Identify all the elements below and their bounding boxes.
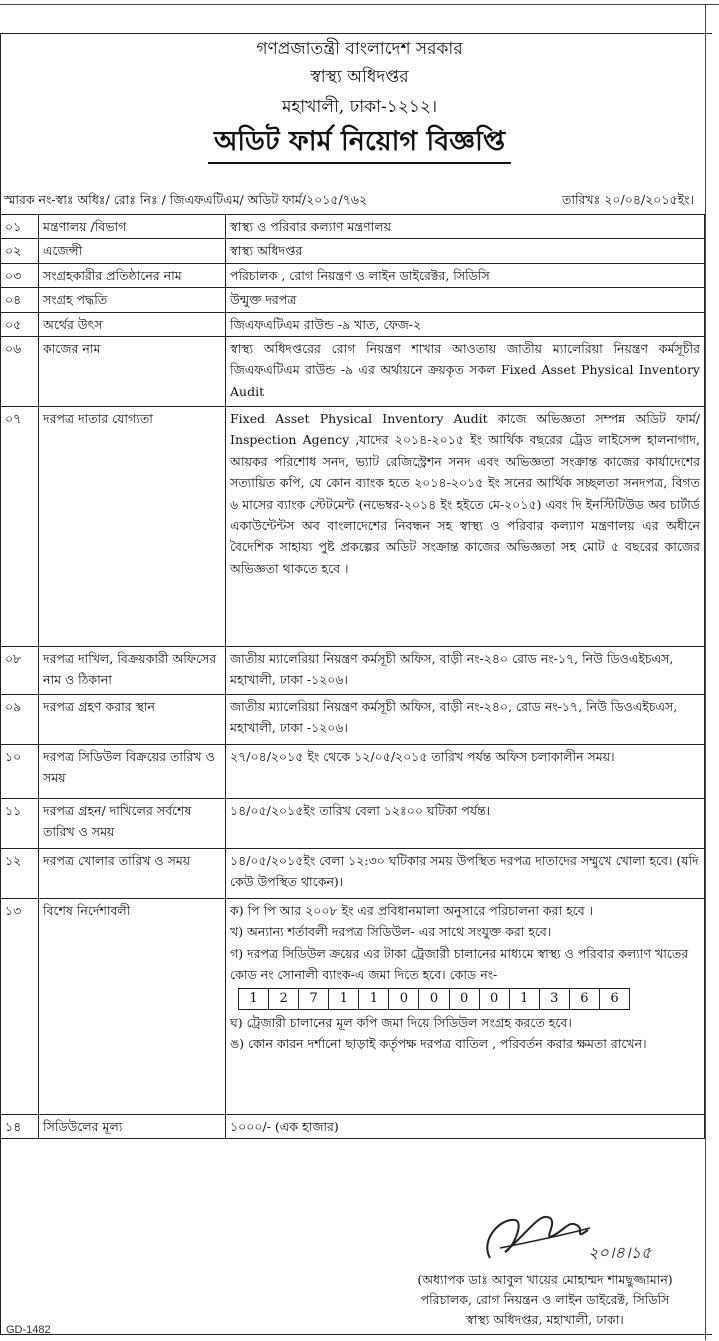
memo-date: তারিখঃ ২০/০৪/২০১৫ইং। xyxy=(561,192,694,207)
row-number: ১৪ xyxy=(1,1115,39,1139)
row-label: সংগ্রহকারীর প্রতিষ্ঠানের নাম xyxy=(39,263,226,287)
special-instructions xyxy=(226,899,705,1115)
instruction-c: গ) দরপত্র সিডিউল ক্রয়ের এর টাকা ট্রেজারী চালানের মাধ্যমে স্বাস্থ্য ও পরিবার কল্যাণ খাতের কোড নং সোনালী ব্যাংক-এ জমা দিতে হবে। কোড নং- xyxy=(230,945,689,983)
notice-header xyxy=(0,36,719,164)
row-number: ১২ xyxy=(1,849,39,899)
row-number: ১০ xyxy=(1,745,39,799)
instruction-d: ঘ) ট্রেজারী চালানের মূল কপি জমা দিয়ে সিডিউল সংগ্রহ করতে হবে। xyxy=(230,1014,572,1030)
notice-table xyxy=(0,214,705,1139)
table-row xyxy=(1,695,705,745)
instruction-a: ক) পি পি আর ২০০৮ ইং এর প্রবিধানমালা অনুসারে পরিচালনা করা হবে । xyxy=(230,903,594,919)
table-row xyxy=(1,337,705,407)
row-label: দরপত্র দাখিল, বিক্রয়কারী অফিসের নাম ও ঠিকানা xyxy=(39,647,226,695)
row-value: উন্মুক্ত দরপত্র xyxy=(226,288,705,312)
table-row xyxy=(1,799,705,849)
department-name: স্বাস্থ্য অধিদপ্তর xyxy=(310,67,409,87)
row-number: ০৮ xyxy=(1,647,39,695)
table-row xyxy=(1,745,705,799)
row-label: দরপত্র সিডিউল বিক্রয়ের তারিখ ও সময় xyxy=(39,745,226,799)
table-row xyxy=(1,239,705,263)
signatory-office: স্বাস্থ্য অধিদপ্তর, মহাখালী, ঢাকা। xyxy=(466,1312,624,1327)
row-label: এজেন্সী xyxy=(39,239,226,263)
row-label: সংগ্রহ পদ্ধতি xyxy=(39,288,226,312)
code-digit: 0 xyxy=(389,989,419,1009)
code-digit: 6 xyxy=(610,990,619,1006)
code-digit: 1 xyxy=(239,989,269,1009)
signatory-designation: পরিচালক, রোগ নিয়ন্ত্রন ও লাইন ডাইরেক্ট, সিডিসি xyxy=(420,1292,670,1307)
row-number: ০৫ xyxy=(1,312,39,336)
code-digit: 1 xyxy=(329,989,359,1009)
row-value: স্বাস্থ্য ও পরিবার কল্যাণ মন্ত্রণালয় xyxy=(226,215,705,239)
row-label: অর্থের উৎস xyxy=(39,312,226,336)
signatory-block xyxy=(380,1270,710,1330)
code-number-boxes xyxy=(238,988,630,1010)
row-label: সিডিউলের মূল্য xyxy=(39,1115,226,1139)
code-digit: 0 xyxy=(450,989,480,1009)
row-number: ০৩ xyxy=(1,263,39,287)
top-border xyxy=(0,4,719,5)
row-value: ১৪/০৫/২০১৫ইং বেলা ১২:৩০ ঘটিকার সময় উপস্থিত দরপত্র দাতাদের সম্মুখে খোলা হবে। (যদি কেউ উপস্থিত থাকেন)। xyxy=(226,849,705,899)
row-label: দরপত্র দাতার যোগ্যতা xyxy=(39,407,226,647)
row-number: ০২ xyxy=(1,239,39,263)
code-digit: 1 xyxy=(510,989,540,1009)
row-value: স্বাস্থ্য অধিদপ্তরের রোগ নিয়ন্ত্রণ শাখার আওতায় জাতীয় ম্যালেরিয়া নিয়ন্ত্রণ কর্মসূচীর জিএফএটিএম রাউন্ড -৯ এর অর্থায়নে ক্রয়কৃত সকল Fixed Asset Physical Inventory Audit xyxy=(226,337,705,407)
row-value: স্বাস্থ্য অধিদপ্তর xyxy=(226,239,705,263)
row-label: মন্ত্রণালয় /বিভাগ xyxy=(39,215,226,239)
table-row xyxy=(1,407,705,647)
row-number: ০৭ xyxy=(1,407,39,647)
table-row xyxy=(1,215,705,239)
row-value: জাতীয় ম্যালেরিয়া নিয়ন্ত্রণ কর্মসূচী অফিস, বাড়ী নং-২৪০ রোড নং-১৭, নিউ ডিওএইচএস, মহাখালী, ঢাকা -১২০৬। xyxy=(226,647,705,695)
code-digit: 0 xyxy=(419,989,449,1009)
code-digit: 3 xyxy=(540,989,570,1009)
row-value: ১০০০/- (এক হাজার) xyxy=(226,1115,705,1139)
table-row xyxy=(1,263,705,287)
instruction-b: খ) অন্যান্য শর্তাবলী দরপত্র সিডিউল- এর সাথে সংযুক্ত করা হবে। xyxy=(230,924,552,940)
memo-reference: স্মারক নং-স্বাঃ অধিঃ/ রোঃ নিঃ / জিএফএটিএম/ অডিট ফার্ম/২০১৫/৭৬২ xyxy=(4,192,368,207)
row-label: দরপত্র খোলার তারিখ ও সময় xyxy=(39,849,226,899)
row-value: জাতীয় ম্যালেরিয়া নিয়ন্ত্রণ কর্মসূচী অফিস, বাড়ী নং-২৪০, রোড নং-১৭, নিউ ডিওএইচএস, মহাখালী, ঢাকা -১২০৬। xyxy=(226,695,705,745)
table-row xyxy=(1,899,705,1115)
row-value: জিএফএটিএম রাউন্ড -৯ খাত, ফেজ-২ xyxy=(226,312,705,336)
row-label: কাজের নাম xyxy=(39,337,226,407)
row-label: দরপত্র গ্রহন/ দাখিলের সর্বশেষ তারিখ ও সময় xyxy=(39,799,226,849)
row-value: Fixed Asset Physical Inventory Audit কাজে অভিজ্ঞতা সম্পন্ন অডিট ফার্ম/ Inspection Agency ,যাদের ২০১৪-২০১৫ ইং আর্থিক বছরের ট্রেড লাইসেন্স হালনাগাদ, আয়কর পরিশোধ সনদ, ভ্যাট রেজিস্ট্রেশন সনদ এবং অভিজ্ঞতা সংক্রান্ত কাজের কার্যাদেশের সত্যায়িত কপি, যে কোন ব্যাংক হতে ২০১৪-২০১৫ ইং সনের আর্থিক সচ্ছলতা সনদপত্র, বিগত ৬ মাসের ব্যাংক স্টেটমেন্ট (নভেম্বর-২০১৪ ইং হইতে মে-২০১৫) এবং দি ইনস্টিটিউড অব চার্টার্ড একাউন্টেন্টস অব বাংলাদেশের নিবন্ধন সহ স্বাস্থ্য ও পরিবার কল্যাণ মন্ত্রণালয় এর অধীনে বৈদেশিক সাহায্য পুষ্ট প্রকল্পের অডিট সংক্রান্ত কাজের অভিজ্ঞতা সহ মোট ৫ বছরের কাজের অভিজ্ঞতা থাকতে হবে । xyxy=(226,407,705,647)
row-number: ০৯ xyxy=(1,695,39,745)
row-number: ০৪ xyxy=(1,288,39,312)
row-label: দরপত্র গ্রহণ করার স্থান xyxy=(39,695,226,745)
table-row xyxy=(1,849,705,899)
table-row xyxy=(1,288,705,312)
row-value: ১৪/০৫/২০১৫ইং তারিখ বেলা ১২ঃ০০ ঘটিকা পর্যন্ত। xyxy=(226,799,705,849)
row-number: ০১ xyxy=(1,215,39,239)
row-number: ১১ xyxy=(1,799,39,849)
instruction-e: ঙ) কোন কারন দর্শানো ছাড়াই কর্তৃপক্ষ দরপত্র বাতিল , পরিবর্তন করার ক্ষমতা রাখেন। xyxy=(230,1036,647,1052)
table-row xyxy=(1,312,705,336)
code-digit: 2 xyxy=(269,989,299,1009)
code-digit: 1 xyxy=(359,989,389,1009)
code-digit: 6 xyxy=(570,989,600,1009)
memo-line xyxy=(4,189,694,211)
table-row xyxy=(1,647,705,695)
row-value: ২৭/০৪/২০১৫ ইং থেকে ১২/০৫/২০১৫ তারিখ পর্যন্ত অফিস চলাকালীন সময়। xyxy=(226,745,705,799)
notice-title: অডিট ফার্ম নিয়োগ বিজ্ঞপ্তি xyxy=(208,122,511,164)
row-label: বিশেষ নির্দেশাবলী xyxy=(39,899,226,1115)
signature-date: ২০।৪।১৫ xyxy=(588,1243,652,1262)
row-value: পরিচালক , রোগ নিয়ন্ত্রণ ও লাইন ডাইরেক্টর, সিডিসি xyxy=(226,263,705,287)
row-number: ১৩ xyxy=(1,899,39,1115)
address: মহাখালী, ঢাকা-১২১২। xyxy=(281,97,438,117)
table-row xyxy=(1,1115,705,1139)
row-number: ০৬ xyxy=(1,337,39,407)
government-name: গণপ্রজাতন্ত্রী বাংলাদেশ সরকার xyxy=(256,39,463,59)
code-digit: 7 xyxy=(299,989,329,1009)
code-digit: 0 xyxy=(480,989,510,1009)
gd-code: GD-1482 xyxy=(6,1324,51,1336)
handwritten-signature xyxy=(470,1200,670,1270)
signatory-name: (অধ্যাপক ডাঃ আবুল খায়ের মোহাম্মদ শামছুজ্জামান) xyxy=(417,1272,673,1287)
